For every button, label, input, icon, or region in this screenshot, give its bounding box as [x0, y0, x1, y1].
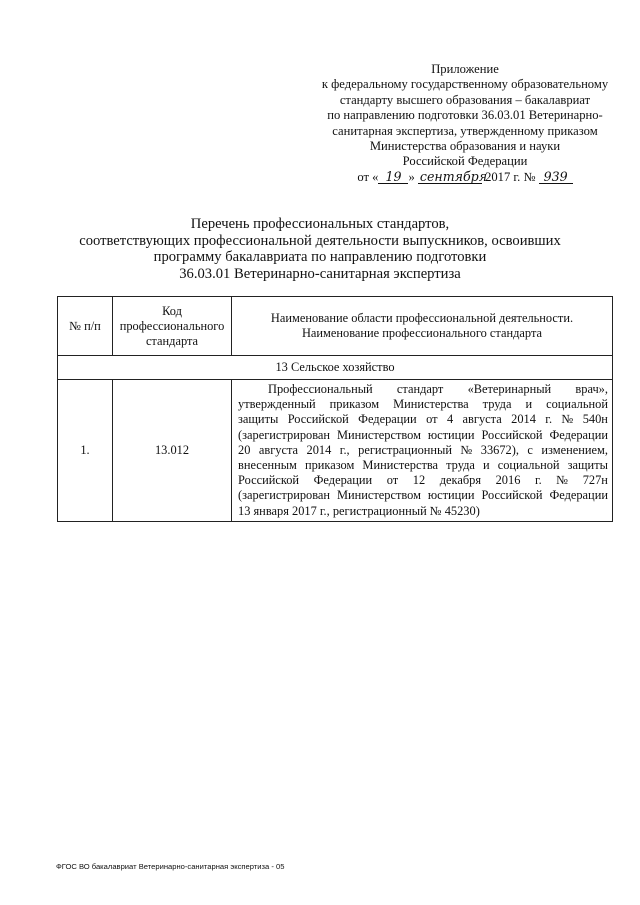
page-footer: ФГОС ВО бакалавриат Ветеринарно-санитарная экспертиза - 05 [56, 862, 285, 871]
appendix-line: по направлению подготовки 36.03.01 Ветеринарно- [327, 108, 603, 123]
title-line: 36.03.01 Ветеринарно-санитарная экспертиза [179, 265, 461, 282]
header-name-line1: Наименование области профессиональной деятельности. [270, 311, 574, 325]
row-num: 1. [58, 380, 113, 522]
row-code: 13.012 [113, 380, 232, 522]
appendix-line: к федеральному государственному образовательному [321, 77, 609, 92]
header-name [232, 297, 613, 356]
year-text: 2017 г. № [485, 169, 536, 184]
title-line: Перечень профессиональных стандартов, [190, 216, 450, 232]
table-row [58, 380, 613, 522]
header-num: № п/п [58, 297, 113, 356]
table-header-row [58, 297, 613, 356]
appendix-line: стандарту высшего образования – бакалавриат [339, 92, 591, 107]
desc-line: Профессиональный стандарт «Ветеринарный врач», [268, 382, 608, 396]
title-line: соответствующих профессиональной деятельности выпускников, освоивших [79, 232, 561, 249]
header-name-line2: Наименование профессионального стандарта [301, 326, 543, 340]
desc-line: 13 января 2017 г., регистрационный № 45230) [238, 503, 480, 518]
desc-line: Российской Федерации от 12 декабря 2016 г. № 727н [238, 473, 608, 488]
desc-line: 20 августа 2014 г., регистрационный № 33672), с изменением, [238, 442, 608, 457]
handwritten-month: сентября [419, 168, 488, 184]
appendix-line: Приложение [431, 62, 499, 76]
appendix-block [300, 62, 630, 185]
handwritten-day: 19 [378, 170, 408, 184]
date-prefix: от « [357, 169, 379, 184]
desc-line: утвержденный приказом Министерства труда и социальной [238, 397, 608, 412]
section-title: 13 Сельское хозяйство [58, 356, 613, 380]
date-close-quote: » [408, 169, 415, 184]
appendix-line: Российской Федерации [402, 154, 528, 169]
desc-line: защиты Российской Федерации от 4 августа 2014 г. № 540н [238, 412, 608, 427]
desc-line: внесенным приказом Министерства труда и социальной защиты [238, 458, 608, 473]
header-code: Код профессионального стандарта [113, 297, 232, 356]
title-line: программу бакалавриата по направлению подготовки [153, 249, 487, 265]
appendix-line: санитарная экспертиза, утвержденному приказом [332, 123, 598, 138]
desc-line: (зарегистрирован Министерством юстиции Российской Федерации [238, 488, 608, 503]
order-date-line [300, 170, 630, 185]
appendix-line: Министерства образования и науки [369, 139, 561, 154]
standards-table [57, 296, 613, 522]
section-row [58, 356, 613, 380]
row-description [232, 380, 613, 522]
desc-line: (зарегистрирован Министерством юстиции Российской Федерации [238, 427, 608, 442]
document-title [40, 216, 600, 282]
handwritten-order-number: 939 [539, 170, 573, 184]
